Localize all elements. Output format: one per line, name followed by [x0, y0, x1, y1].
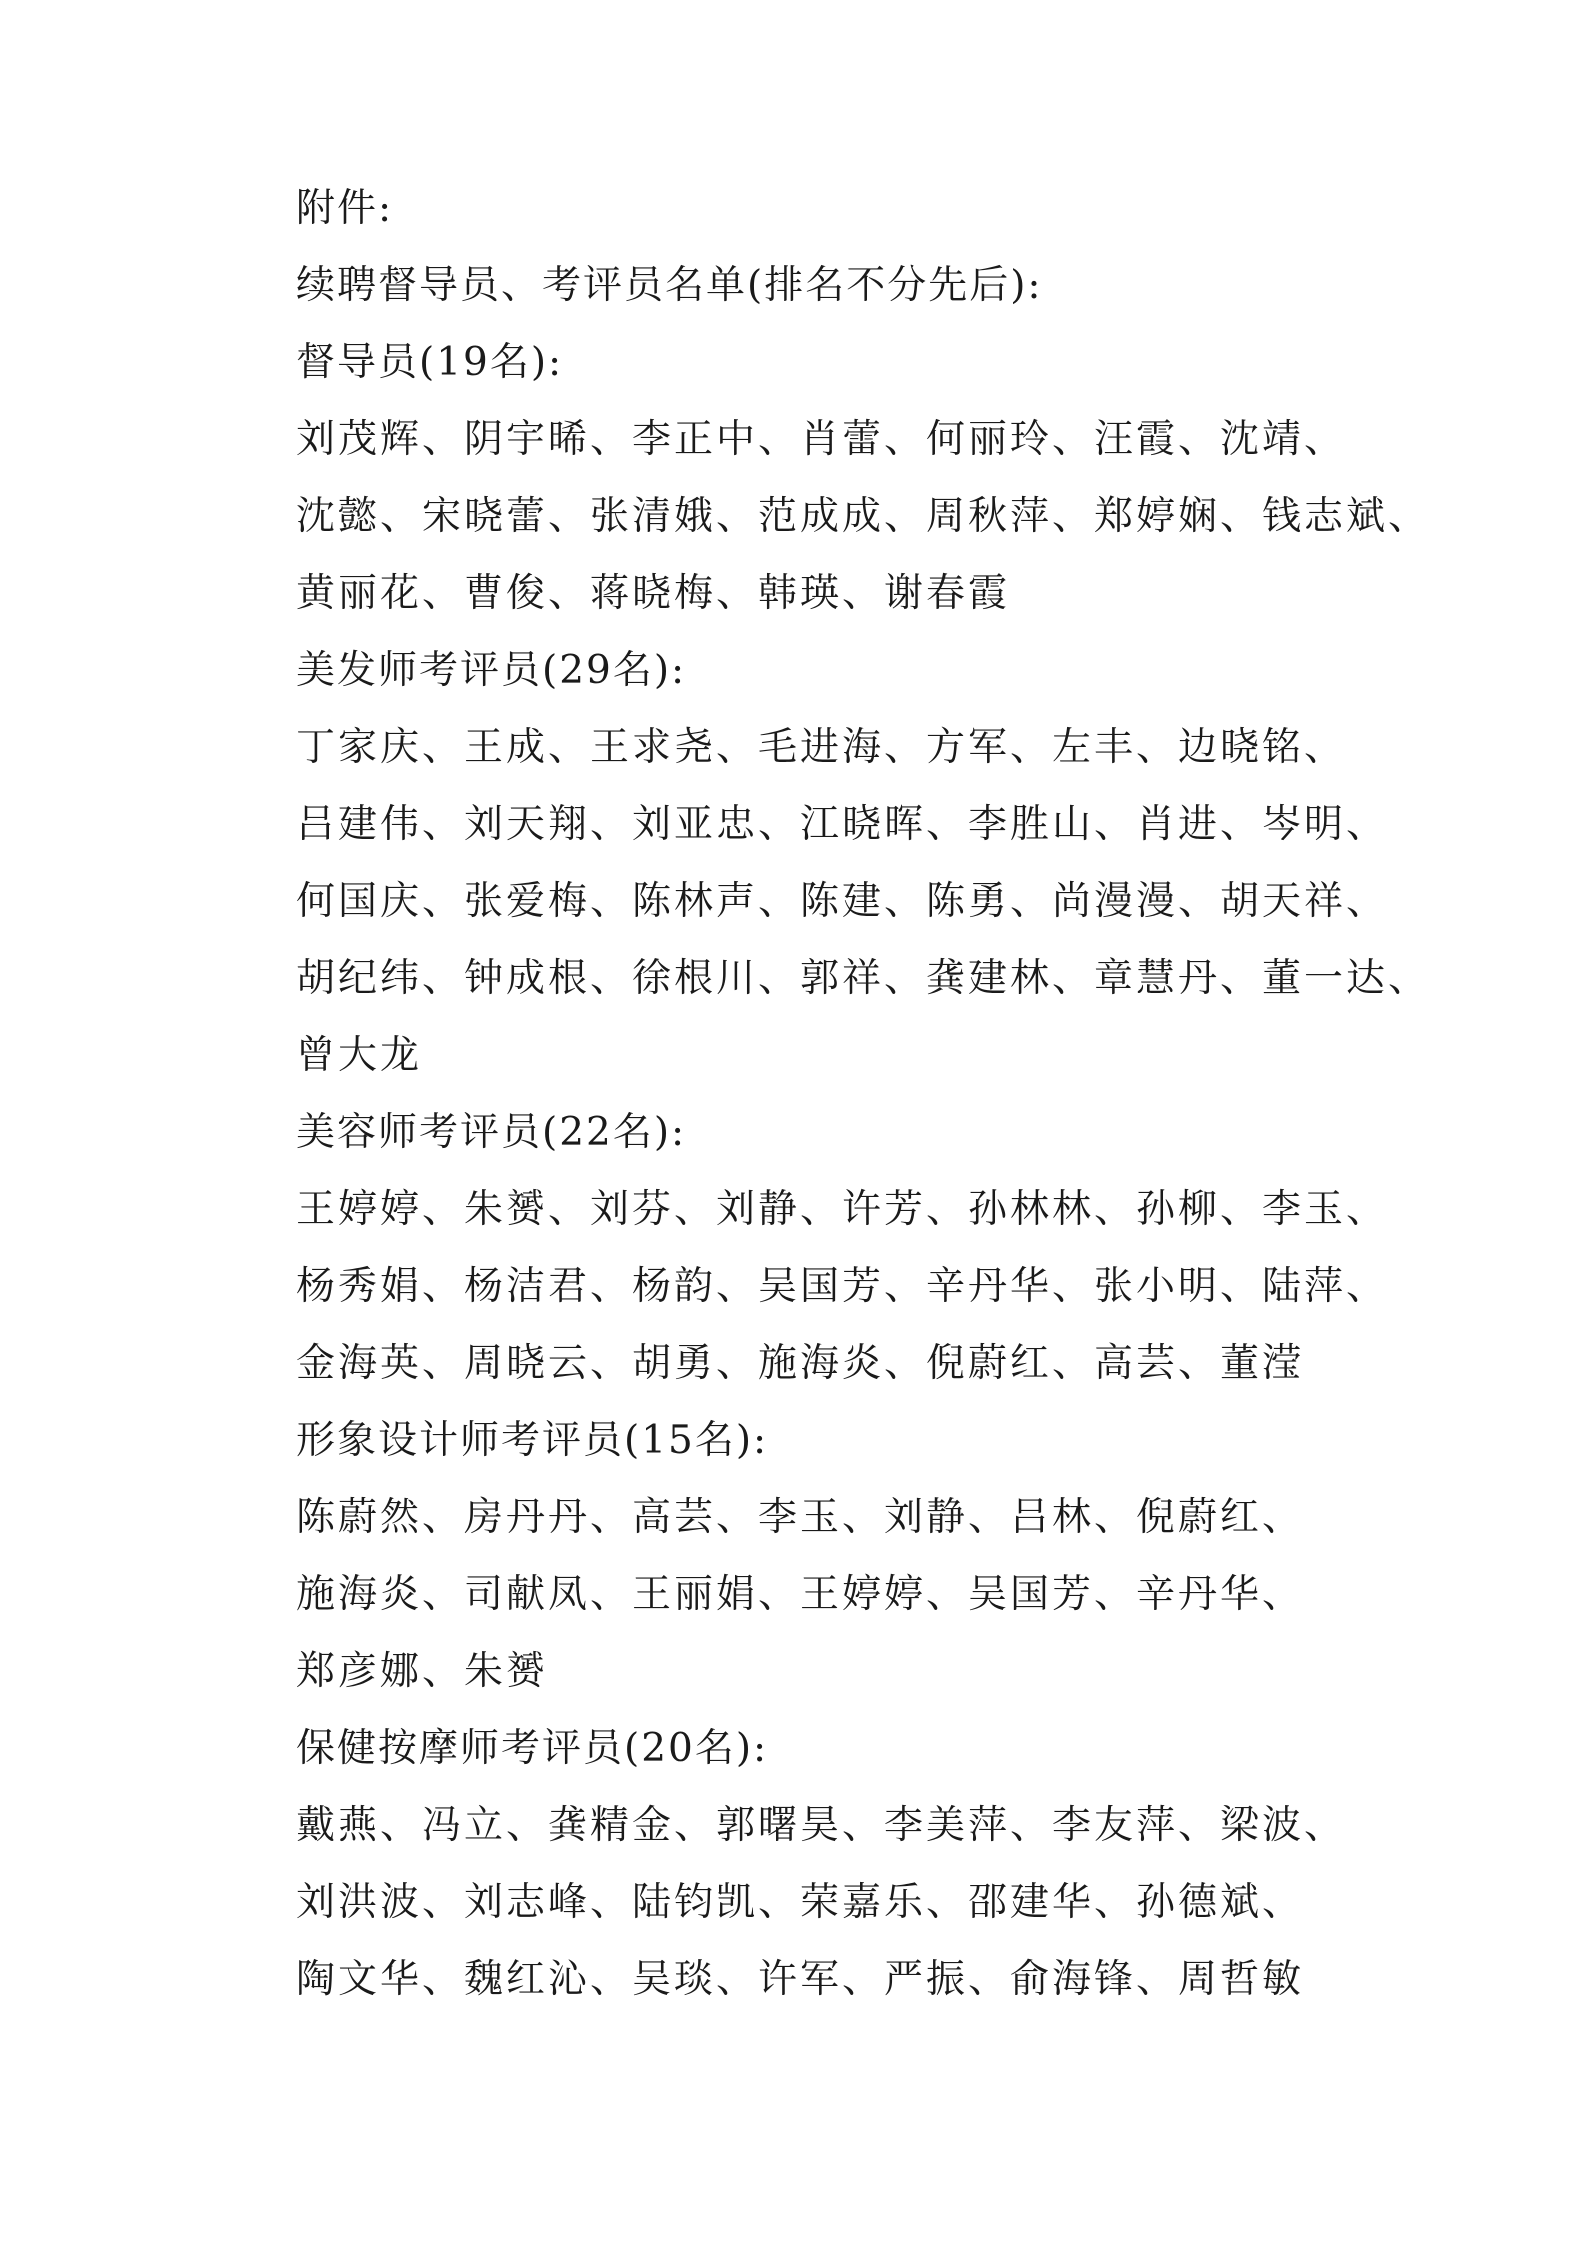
name-line: 戴燕、冯立、龚精金、郭曙昊、李美萍、李友萍、梁波、	[296, 1803, 1347, 1848]
section-title-hairdresser-examiners: 美发师考评员(29名):	[296, 648, 687, 693]
name-line: 胡纪纬、钟成根、徐根川、郭祥、龚建林、章慧丹、董一达、	[296, 956, 1431, 1001]
name-line: 王婷婷、朱赟、刘芬、刘静、许芳、孙林林、孙柳、李玉、	[296, 1187, 1389, 1232]
name-line: 郑彦娜、朱赟	[296, 1649, 549, 1694]
attachment-label: 附件:	[296, 186, 394, 231]
name-line: 施海炎、司献凤、王丽娟、王婷婷、吴国芳、辛丹华、	[296, 1572, 1305, 1617]
name-line: 刘茂辉、阴宇晞、李正中、肖蕾、何丽玲、汪霞、沈靖、	[296, 417, 1347, 462]
name-line: 黄丽花、曹俊、蒋晓梅、韩瑛、谢春霞	[296, 571, 1011, 616]
list-intro: 续聘督导员、考评员名单(排名不分先后):	[296, 263, 1043, 308]
name-line: 丁家庆、王成、王求尧、毛进海、方军、左丰、边晓铭、	[296, 725, 1347, 770]
section-title-image-designer-examiners: 形象设计师考评员(15名):	[296, 1418, 769, 1463]
name-line: 沈懿、宋晓蕾、张清娥、范成成、周秋萍、郑婷娴、钱志斌、	[296, 494, 1431, 539]
name-line: 陶文华、魏红沁、吴琰、许军、严振、俞海锋、周哲敏	[296, 1957, 1305, 2002]
section-title-massage-therapist-examiners: 保健按摩师考评员(20名):	[296, 1726, 769, 1771]
name-line: 曾大龙	[296, 1033, 423, 1078]
name-line: 陈蔚然、房丹丹、高芸、李玉、刘静、吕林、倪蔚红、	[296, 1495, 1305, 1540]
name-line: 杨秀娟、杨洁君、杨韵、吴国芳、辛丹华、张小明、陆萍、	[296, 1264, 1389, 1309]
section-title-beautician-examiners: 美容师考评员(22名):	[296, 1110, 687, 1155]
name-line: 刘洪波、刘志峰、陆钧凯、荣嘉乐、邵建华、孙德斌、	[296, 1880, 1305, 1925]
name-line: 何国庆、张爱梅、陈林声、陈建、陈勇、尚漫漫、胡天祥、	[296, 879, 1389, 924]
document-body	[296, 170, 1431, 2018]
name-line: 金海英、周晓云、胡勇、施海炎、倪蔚红、高芸、董滢	[296, 1341, 1305, 1386]
name-line: 吕建伟、刘天翔、刘亚忠、江晓晖、李胜山、肖进、岑明、	[296, 802, 1389, 847]
section-title-supervisors: 督导员(19名):	[296, 340, 564, 385]
